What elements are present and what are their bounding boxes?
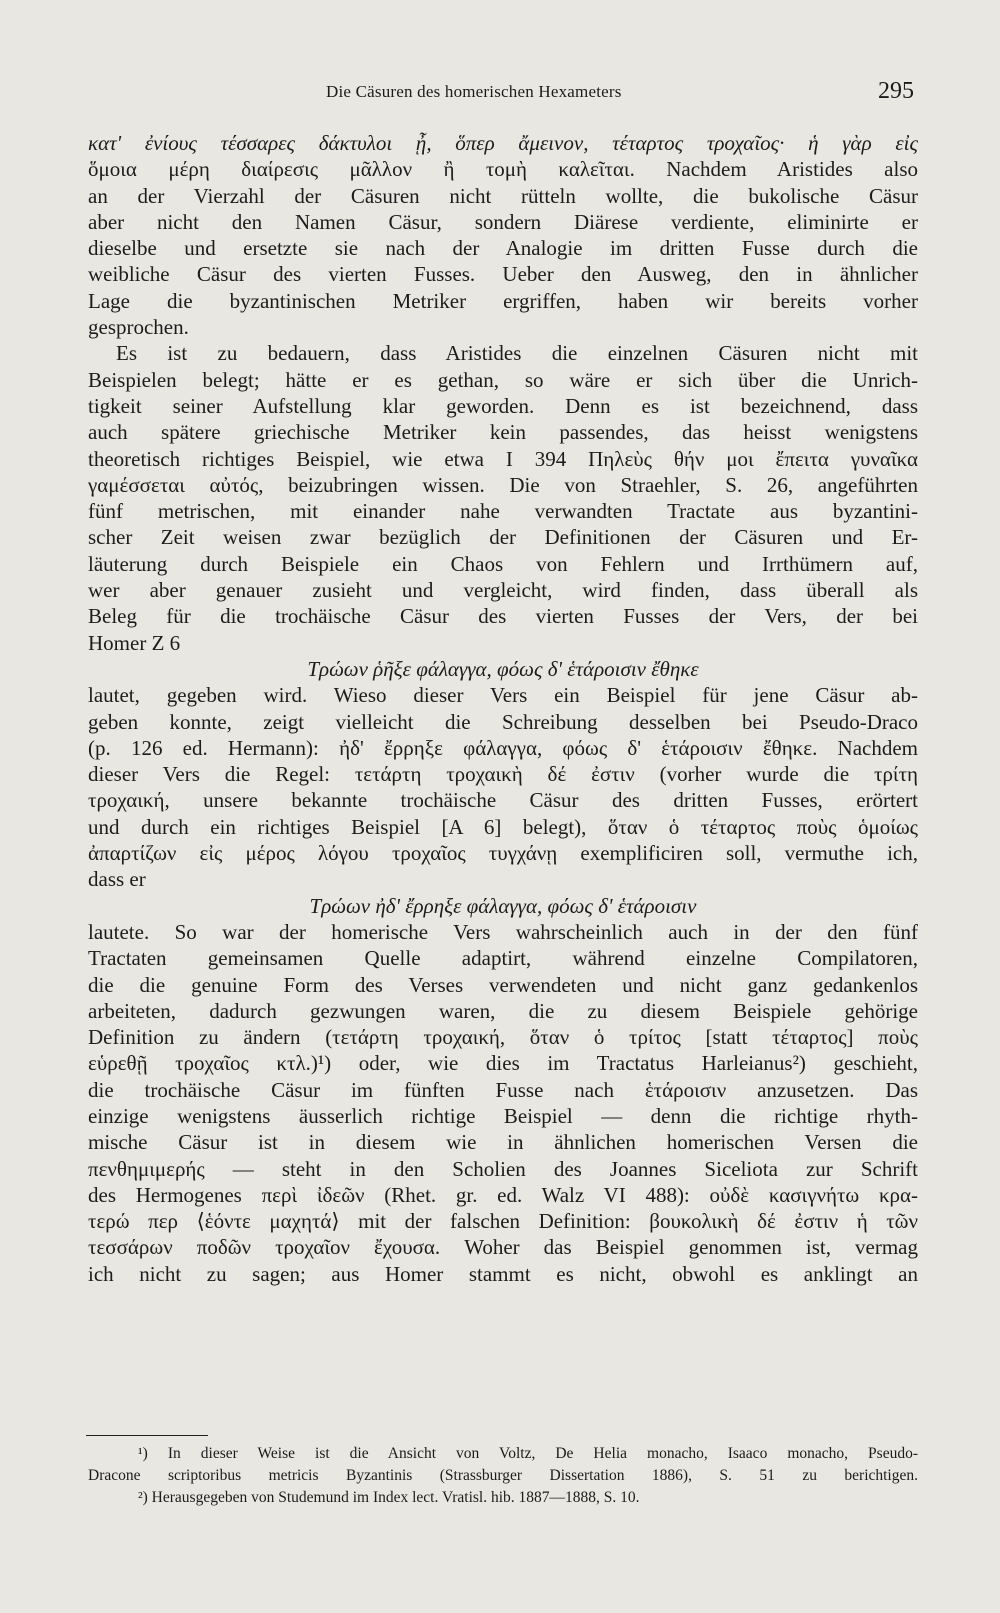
text-line: lautet, gegeben wird. Wieso dieser Vers ein Beispiel für jene Cäsur ab- [88,683,918,708]
footnote-line: ¹) In dieser Weise ist die Ansicht von Voltz, De Helia monacho, Isaaco monacho, Pseudo- [138,1445,918,1462]
text-line: auch spätere griechische Metriker kein passendes, das heisst wenigstens [88,420,918,445]
text-line: dass er [88,867,146,892]
footnotes [88,1443,918,1509]
text-line: ἀπαρτίζων εἰς μέρος λόγου τροχαῖος τυγχάνῃ exemplificiren soll, vermuthe ich, [88,841,918,866]
text-line: τεσσάρων ποδῶν τροχαῖον ἔχουσα. Woher das Beispiel genommen ist, vermag [88,1235,918,1260]
text-line: läuterung durch Beispiele ein Chaos von Fehlern und Irrthümern auf, [88,551,918,576]
page-header [0,78,1000,108]
text-line: mische Cäsur ist in diesem wie in ähnlichen homerischen Versen die [88,1130,918,1155]
text-line: τροχαική, unsere bekannte trochäische Cäsur des dritten Fusses, erörtert [88,788,918,813]
text-line: gesprochen. [88,315,189,340]
text-line: geben konnte, zeigt vielleicht die Schreibung desselben bei Pseudo-Draco [88,709,918,734]
text-line: γαμέσσεται αὐτός, beizubringen wissen. Die von Straehler, S. 26, angeführten [88,472,918,497]
text-line: lautete. So war der homerische Vers wahrscheinlich auch in der den fünf [88,919,918,944]
page-number: 295 [878,78,914,104]
text-line: an der Vierzahl der Cäsuren nicht rütteln wollte, die bukolische Cäsur [88,183,918,208]
text-line: wer aber genauer zusieht und vergleicht, wird finden, dass überall als [88,578,918,603]
text-line: des Hermogenes περὶ ἰδεῶν (Rhet. gr. ed. Walz VI 488): οὐδὲ κασιγνήτω κρα- [88,1182,918,1207]
text-line: die trochäische Cäsur im fünften Fusse nach ἑτάροισιν anzusetzen. Das [88,1077,918,1102]
text-line: ὅμοια μέρη διαίρεσις μᾶλλον ἢ τομὴ καλεῖται. Nachdem Aristides also [88,157,918,182]
footnote-separator [86,1435,208,1436]
text-line: scher Zeit weisen zwar bezüglich der Definitionen der Cäsuren und Er- [88,525,918,550]
verse-quotation: Τρώων ῥῆξε φάλαγγα, φόως δ' ἑτάροισιν ἔθηκε [307,656,699,681]
footnote-line: Dracone scriptoribus metricis Byzantinis (Strassburger Dissertation 1886), S. 51 zu berichtigen. [88,1467,918,1484]
text-line: Beleg für die trochäische Cäsur des vierten Fusses der Vers, der bei [88,604,918,629]
text-line: κατ' ἐνίους τέσσαρες δάκτυλοι ᾖ, ὅπερ ἄμεινον, τέταρτος τροχαῖος· ἡ γὰρ εἰς [88,131,918,155]
text-line: aber nicht den Namen Cäsur, sondern Diärese verdiente, eliminirte er [88,209,918,234]
text-line: Tractaten gemeinsamen Quelle adaptirt, während einzelne Compilatoren, [88,946,918,971]
text-line: theoretisch richtiges Beispiel, wie etwa I 394 Πηλεὺς θήν μοι ἔπειτα γυναῖκα [88,446,918,471]
text-line: dieselbe und ersetzte sie nach der Analogie im dritten Fusse durch die [88,236,918,261]
text-line: weibliche Cäsur des vierten Fusses. Ueber den Ausweg, den in ähnlicher [88,262,918,287]
footnote-line: ²) Herausgegeben von Studemund im Index lect. Vratisl. hib. 1887—1888, S. 10. [138,1489,640,1506]
text-line: Lage die byzantinischen Metriker ergriffen, haben wir bereits vorher [88,288,918,313]
text-line: Homer Z 6 [88,630,181,655]
text-line: πενθημιμερής — steht in den Scholien des Joannes Siceliota zur Schrift [88,1156,918,1181]
text-line: einzige wenigstens äusserlich richtige Beispiel — denn die richtige rhyth- [88,1103,918,1128]
text-line: die die genuine Form des Verses verwendeten und nicht ganz gedankenlos [88,972,918,997]
running-title: Die Cäsuren des homerischen Hexameters [326,82,622,101]
text-line: arbeiteten, dadurch gezwungen waren, die zu diesem Beispiele gehörige [88,998,918,1023]
text-line: fünf metrischen, mit einander nahe verwandten Tractate aus byzantini- [88,499,918,524]
text-line: und durch ein richtiges Beispiel [Α 6] belegt), ὅταν ὁ τέταρτος ποὺς ὁμοίως [88,814,918,839]
text-line: dieser Vers die Regel: τετάρτη τροχαικὴ δέ ἐστιν (vorher wurde die τρίτη [88,762,918,787]
text-line: εὑρεθῇ τροχαῖος κτλ.)¹) oder, wie dies im Tractatus Harleianus²) geschieht, [88,1051,918,1076]
text-line: (p. 126 ed. Hermann): ἠδ' ἔρρηξε φάλαγγα, φόως δ' ἑτάροισιν ἔθηκε. Nachdem [88,735,918,760]
text-line: ich nicht zu sagen; aus Homer stammt es nicht, obwohl es anklingt an [88,1261,918,1286]
text-line: Beispielen belegt; hätte er es gethan, so wäre er sich über die Unrich- [88,367,918,392]
text-line: tigkeit seiner Aufstellung klar geworden. Denn es ist bezeichnend, dass [88,393,918,418]
text-line: Definition zu ändern (τετάρτη τροχαική, ὅταν ὁ τρίτος [statt τέταρτος] ποὺς [88,1025,918,1050]
text-line: Es ist zu bedauern, dass Aristides die einzelnen Cäsuren nicht mit [116,341,918,366]
text-line: τερώ περ ⟨ἑόντε μαχητά⟩ mit der falschen Definition: βουκολικὴ δέ ἐστιν ἡ τῶν [88,1209,918,1234]
main-text [88,130,918,1287]
verse-quotation: Τρώων ἠδ' ἔρρηξε φάλαγγα, φόως δ' ἑτάροισιν [309,893,697,918]
